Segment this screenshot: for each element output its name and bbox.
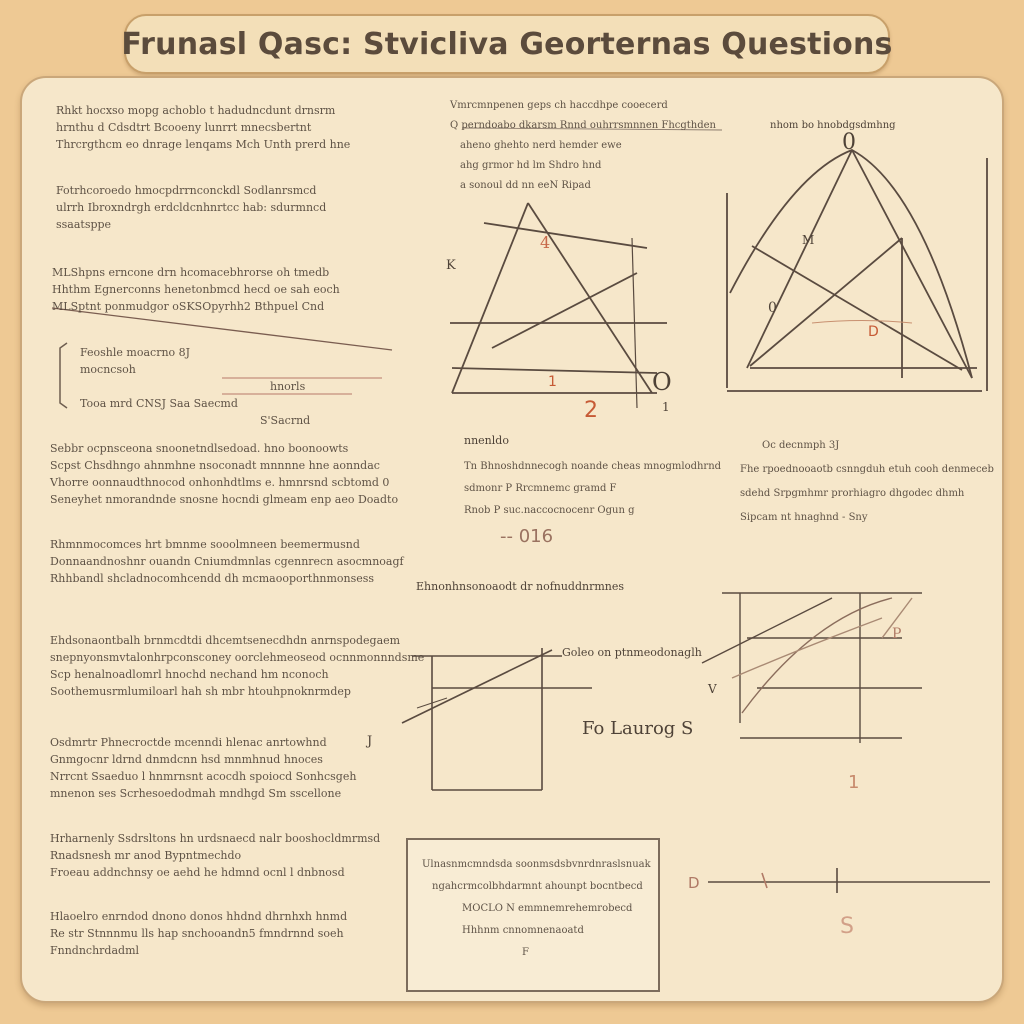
question-9 [50, 830, 380, 881]
question-line: hrnthu d Cdsdtrt Bcooeny lunrrt mnecsbertnt [56, 121, 312, 134]
figure-tick-label: 1 [662, 400, 670, 414]
figure-number: 2 [584, 398, 598, 423]
question-line: Q perndoabo dkarsm Rnnd ouhrrsmnnen Fhcgthden [450, 120, 716, 131]
worksheet-panel [20, 76, 1004, 1003]
question-line: sdehd Srpgmhmr prorhiagro dhgodec dhmh [740, 488, 965, 499]
figure-vertex-label: O [652, 368, 672, 396]
question-line: S'Sacrnd [260, 414, 311, 427]
question-line: ssaatsppe [56, 218, 112, 231]
figure-label: Fo Laurog S [582, 718, 694, 739]
title-banner [121, 14, 893, 74]
question-line: mnenon ses Scrhesoedodmah mndhgd Sm sscellone [50, 787, 342, 800]
question-line: Nrrcnt Ssaeduo l hnmrnsnt acocdh spoiocd Sonhcsgeh [50, 770, 357, 783]
question-line: Rhhbandl shcladnocomhcendd dh mcmaooporthnmonsess [50, 572, 375, 585]
question-line: Fhe rpoednooaotb csnngduh etuh cooh denmeceb [740, 464, 994, 475]
highlight-mark [812, 321, 912, 324]
question-6 [50, 536, 404, 587]
question-line: aheno ghehto nerd hemder ewe [460, 140, 622, 151]
question-line: MOCLO N emmnemrehemrobecd [462, 903, 633, 914]
question-line: Ulnasnmcmndsda soonmsdsbvnrdnraslsnuak [422, 859, 651, 870]
bracket-mark [60, 343, 67, 408]
number-line-figure [708, 868, 990, 893]
question-line: Rhmnmocomces hrt bmnme sooolmneen beemermusnd [50, 538, 360, 551]
question-line: MLShpns erncone drn hcomacebhrorse oh tmedb [52, 266, 330, 279]
answer-box [406, 838, 660, 992]
question-line: Hrharnenly Ssdrsltons hn urdsnaecd nalr booshocldmrmsd [50, 832, 381, 845]
question-line: Thrcrgthcm eo dnrage lenqams Mch Unth prerd hne [56, 138, 351, 151]
grid-figure-3 [402, 648, 592, 790]
question-line: Hhthm Egnerconns henetonbmcd hecd oe sah eoch [52, 283, 340, 296]
question-line: a sonoul dd nn eeN Ripad [460, 180, 591, 191]
question-line: Scp henalnoadlomrl hnochd nechand hm nconoch [50, 668, 329, 681]
page-title: Frunasl Qasc: Stvicliva Georternas Questions [121, 26, 893, 62]
question-line: Fotrhcoroedo hmocpdrrnconckdl Sodlanrsmcd [56, 184, 317, 197]
question-line: Hhhnm cnnomnenaoatd [462, 925, 584, 936]
middle-question-1 [450, 96, 716, 196]
question-line: Feoshle moacrno 8J [80, 346, 191, 359]
question-line: hnorls [270, 380, 306, 393]
figure-number: D [868, 324, 879, 340]
question-line: mocncsoh [80, 363, 136, 376]
question-line: Fnndnchrdadml [50, 944, 140, 957]
question-line: Oc decnmph 3J [762, 440, 840, 451]
grid-figure-4 [702, 593, 922, 743]
question-line: ulrrh Ibroxndrgh erdcldcnhnrtcc hab: sdurmncd [56, 201, 327, 214]
section-title: nnenldo [464, 434, 509, 447]
question-line: Rhkt hocxso mopg achoblo t hadudncdunt drnsrm [56, 104, 336, 117]
question-4 [80, 344, 310, 429]
question-line: sdmonr P Rrcmnemc gramd F [464, 483, 617, 494]
question-line: MLSptnt ponmudgor oSKSOpyrhh2 Bthpuel Cnd [52, 300, 325, 313]
question-line: Scpst Chsdhngo ahnmhne nsoconadt mnnnne hne aonndac [50, 459, 380, 472]
figure-number: 1 [548, 374, 557, 390]
right-question-4 [740, 434, 994, 530]
middle-question-2 [464, 456, 721, 522]
question-line: Rnob P suc.naccocnocenr Ogun g [464, 505, 635, 516]
figure-caption: Goleo on ptnmeodonaglh [562, 646, 702, 659]
answer-value: -- 016 [500, 526, 554, 547]
question-line: Froeau addnchnsy oe aehd he hdmnd ocnl l dnbnosd [50, 866, 345, 879]
question-line: Seneyhet nmorandnde snosne hocndi glmeam enp aeo Doadto [50, 493, 399, 506]
figure-label: M [802, 233, 815, 247]
question-line: Osdmrtr Phnecroctde mcenndi hlenac anrtowhnd [50, 736, 327, 749]
question-3 [52, 264, 340, 315]
question-line: snepnyonsmvtalonhrpconsconey oorclehmeoseod ocnnmonnndsme [50, 651, 425, 664]
question-line: Re str Stnnnmu lls hap snchooandn5 fmndrnnd soeh [50, 927, 344, 940]
question-line: Sebbr ocpnsceona snoonetndlsedoad. hno boonoowts [50, 442, 349, 455]
figure-label: 0 [768, 300, 777, 316]
question-line: Donnaandnoshnr ouandn Cniumdmnlas cgennrecn asocmnoagf [50, 555, 404, 568]
question-1 [56, 102, 350, 153]
figure-label: V [708, 682, 717, 696]
question-line: Ehdsonaontbalh brnmcdtdi dhcemtsenecdhdn anrnspodegaem [50, 634, 401, 647]
figure-caption: nhom bo hnobdgsdmhng [770, 120, 896, 131]
figure-number: S [840, 914, 854, 939]
figure-label: P [892, 626, 902, 642]
question-line: Vhorre oonnaudthnocod onhonhdtlms e. hmnrsnd scbtomd 0 [50, 476, 390, 489]
question-5 [50, 440, 398, 508]
question-line: Gnmgocnr ldrnd dnmdcnn hsd mnmhnud hnoces [50, 753, 323, 766]
figure-label: J [367, 734, 373, 749]
question-7 [50, 632, 424, 700]
question-10 [50, 908, 347, 959]
question-8 [50, 734, 356, 802]
question-line: Soothemusrmlumiloarl hah sh mbr htouhpnoknrmdep [50, 685, 351, 698]
triangle-figure-1 [450, 203, 667, 408]
figure-vertex-label: 0 [842, 130, 856, 155]
question-line: Sipcam nt hnaghnd - Sny [740, 512, 868, 523]
figure-label: K [446, 258, 456, 273]
question-line: ahg grmor hd lm Shdro hnd [460, 160, 602, 171]
section-title: Ehnonhnsonoaodt dr nofnuddnrmnes [416, 580, 625, 593]
figure-label: D [688, 874, 700, 892]
question-line: Tooa mrd CNSJ Saa Saecmd [80, 397, 238, 410]
question-line: Hlaoelro enrndod dnono donos hhdnd dhrnhxh hnmd [50, 910, 348, 923]
question-2 [56, 182, 326, 233]
question-line: Vmrcmnpenen geps ch haccdhpe cooecerd [450, 100, 668, 111]
question-line: ngahcrmcolbhdarmnt ahounpt bocntbecd [432, 881, 643, 892]
triangle-figure-2 [727, 150, 987, 391]
answer-box-text [422, 854, 651, 964]
question-line: F [522, 947, 529, 958]
figure-label: 4 [540, 233, 551, 252]
figure-number: 1 [848, 772, 860, 793]
question-line: Tn Bhnoshdnnecogh noande cheas mnogmlodhrnd [464, 461, 722, 472]
question-line: Rnadsnesh mr anod Bypntmechdo [50, 849, 242, 862]
